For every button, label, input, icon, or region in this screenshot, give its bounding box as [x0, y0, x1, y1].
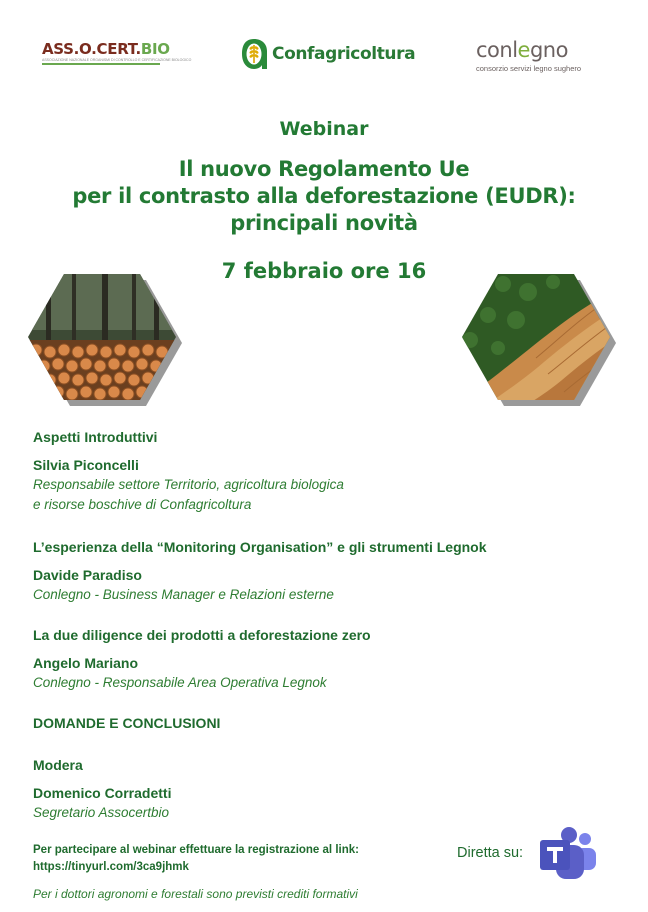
credits-note: Per i dottori agronomi e forestali sono previsti crediti formativi: [33, 887, 358, 901]
program-item: [33, 427, 593, 515]
program-topic: La due diligence dei prodotti a deforestazione zero: [33, 627, 371, 643]
conlegno-logo-text-end: gno: [529, 38, 568, 62]
registration-info: [33, 842, 453, 876]
program-topic: L’esperienza della “Monitoring Organisation” e gli strumenti Legnok: [33, 539, 487, 555]
confagricoltura-wheat-icon: [240, 37, 268, 71]
confagricoltura-logo: [240, 36, 415, 72]
deforestation-aerial-photo: [458, 270, 614, 404]
assocert-logo-bio: BIO: [140, 40, 170, 58]
program-topic: Aspetti Introduttivi: [33, 429, 158, 445]
program-topic: DOMANDE E CONCLUSIONI: [33, 715, 221, 731]
speaker-role: Conlegno - Responsabile Area Operativa Legnok: [33, 675, 327, 690]
confagricoltura-logo-text: Confagricoltura: [272, 44, 416, 64]
microsoft-teams-icon: [538, 826, 598, 882]
conlegno-logo: [476, 38, 606, 73]
speaker-role: Conlegno - Business Manager e Relazioni esterne: [33, 587, 334, 602]
speaker-role: e risorse boschive di Confagricoltura: [33, 497, 252, 512]
speaker-role: Responsabile settore Territorio, agricoltura biologica: [33, 477, 344, 492]
program-item: [33, 537, 593, 605]
live-on-label: Diretta su:: [457, 845, 524, 861]
speaker-name: Angelo Mariano: [33, 655, 139, 671]
registration-link[interactable]: https://tinyurl.com/3ca9jhmk: [33, 861, 189, 873]
program-item: [33, 625, 593, 693]
registration-text: Per partecipare al webinar effettuare la registrazione al link:: [33, 844, 359, 856]
assocertbio-logo: [42, 40, 192, 72]
assocert-logo-subtitle: ASSOCIAZIONE NAZIONALE ORGANISMI DI CONTROLLO E CERTIFICAZIONE BIOLOGICO: [42, 58, 192, 62]
moderator-block: [33, 755, 593, 823]
conlegno-logo-subtitle: consorzio servizi legno sughero: [476, 64, 582, 73]
webinar-title: [0, 156, 648, 237]
moderator-name: Domenico Corradetti: [33, 785, 172, 801]
moderator-label: Modera: [33, 757, 83, 773]
assocert-logo-bar: [42, 63, 160, 65]
speaker-name: Silvia Piconcelli: [33, 457, 139, 473]
webinar-kicker: Webinar: [279, 118, 369, 140]
log-pile-photo: [24, 270, 180, 404]
title-line: principali novità: [230, 211, 418, 235]
assocert-logo-text: ASS.O.CERT.: [42, 40, 141, 58]
conlegno-logo-text-accent: e: [517, 38, 530, 62]
webinar-date: 7 febbraio ore 16: [221, 259, 427, 283]
program-item: [33, 713, 593, 733]
title-line: per il contrasto alla deforestazione (EUDR):: [72, 184, 576, 208]
moderator-role: Segretario Assocertbio: [33, 805, 170, 820]
title-line: Il nuovo Regolamento Ue: [178, 157, 470, 181]
conlegno-logo-text-start: conl: [476, 38, 518, 62]
speaker-name: Davide Paradiso: [33, 567, 142, 583]
